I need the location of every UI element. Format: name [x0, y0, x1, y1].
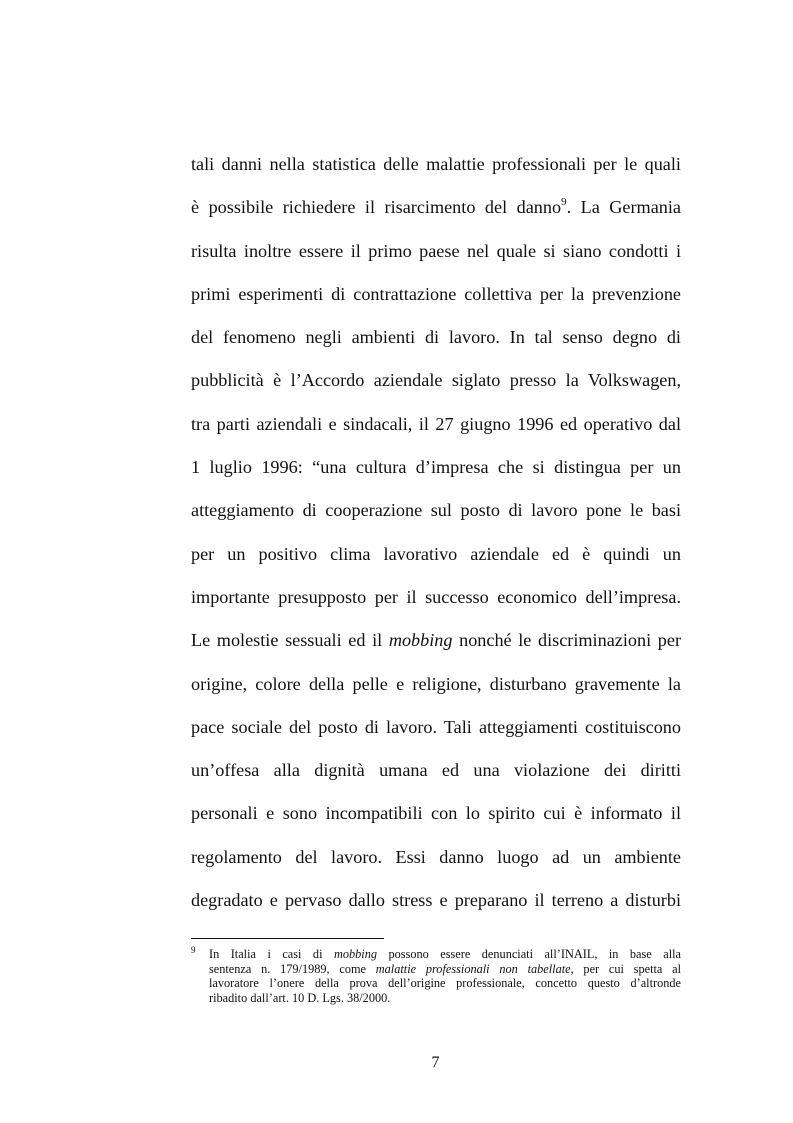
body-line-7: tra parti aziendali e sindacali, il 27 giugno 1996 ed operativo dal — [191, 413, 681, 434]
footnote-line-2-post: , per cui spetta al — [570, 961, 681, 976]
footnote-line-1-pre: In Italia i casi di — [209, 947, 334, 961]
footnote-reference[interactable]: 9 — [561, 196, 567, 209]
body-line-16: personali e sono incompatibili con lo spirito cui è informato il — [191, 803, 681, 824]
body-line-12-pre: Le molestie sessuali ed il — [191, 630, 389, 651]
footnote-line-2-emphasis: malattie professionali non tabellate — [375, 961, 571, 976]
footnote-line-2-pre: sentenza n. 179/1989, come — [209, 961, 376, 976]
footnote-separator — [191, 938, 384, 939]
body-line-2 — [191, 186, 681, 229]
body-line-18: degradato e pervaso dallo stress e preparano il terreno a disturbi — [191, 890, 681, 911]
body-text — [191, 143, 681, 922]
body-line-10: per un positivo clima lavorativo aziendale ed è quindi un — [191, 543, 681, 564]
body-line-4: primi esperimenti di contrattazione collettiva per la prevenzione — [191, 283, 681, 304]
body-line-9: atteggiamento di cooperazione sul posto di lavoro pone le basi — [191, 500, 681, 521]
body-line-12-post: nonché le discriminazioni per — [452, 630, 681, 651]
body-line-15: un’offesa alla dignità umana ed una violazione dei diritti — [191, 760, 681, 781]
body-line-2-pre: è possibile richiedere il risarcimento del danno — [191, 197, 562, 218]
body-line-14: pace sociale del posto di lavoro. Tali atteggiamenti costituiscono — [191, 716, 681, 737]
page-number: 7 — [431, 1054, 440, 1071]
body-line-11: importante presupposto per il successo economico dell’impresa. — [191, 586, 681, 607]
body-line-2-post: . La Germania — [566, 197, 681, 218]
footnote-line-1-post: possono essere denunciati all’INAIL, in base alla — [377, 947, 681, 961]
body-line-17: regolamento del lavoro. Essi danno luogo ad un ambiente — [191, 846, 681, 867]
body-line-13: origine, colore della pelle e religione, disturbano gravemente la — [191, 673, 681, 694]
body-line-12-emphasis: mobbing — [388, 630, 453, 651]
body-line-1: tali danni nella statistica delle malattie professionali per le quali — [191, 154, 681, 174]
body-line-3: risulta inoltre essere il primo paese nel quale si siano condotti i — [191, 240, 681, 261]
footnote-text — [209, 947, 681, 1005]
body-line-5: del fenomeno negli ambienti di lavoro. In tal senso degno di — [191, 327, 681, 348]
footnote-line-2 — [209, 962, 681, 977]
body-line-6: pubblicità è l’Accordo aziendale siglato presso la Volkswagen, — [191, 370, 681, 391]
body-line-12 — [191, 619, 681, 662]
footnote-line-4: ribadito dall’art. 10 D. Lgs. 38/2000. — [209, 990, 391, 1005]
footnote-line-1 — [209, 947, 681, 962]
footnote-mark: 9 — [191, 945, 196, 955]
body-line-8: 1 luglio 1996: “una cultura d’impresa che si distingua per un — [191, 457, 681, 478]
footnote-line-1-emphasis: mobbing — [333, 947, 378, 961]
footnote-line-3: lavoratore l’onere della prova dell’origine professionale, concetto questo d’altronde — [209, 976, 681, 991]
